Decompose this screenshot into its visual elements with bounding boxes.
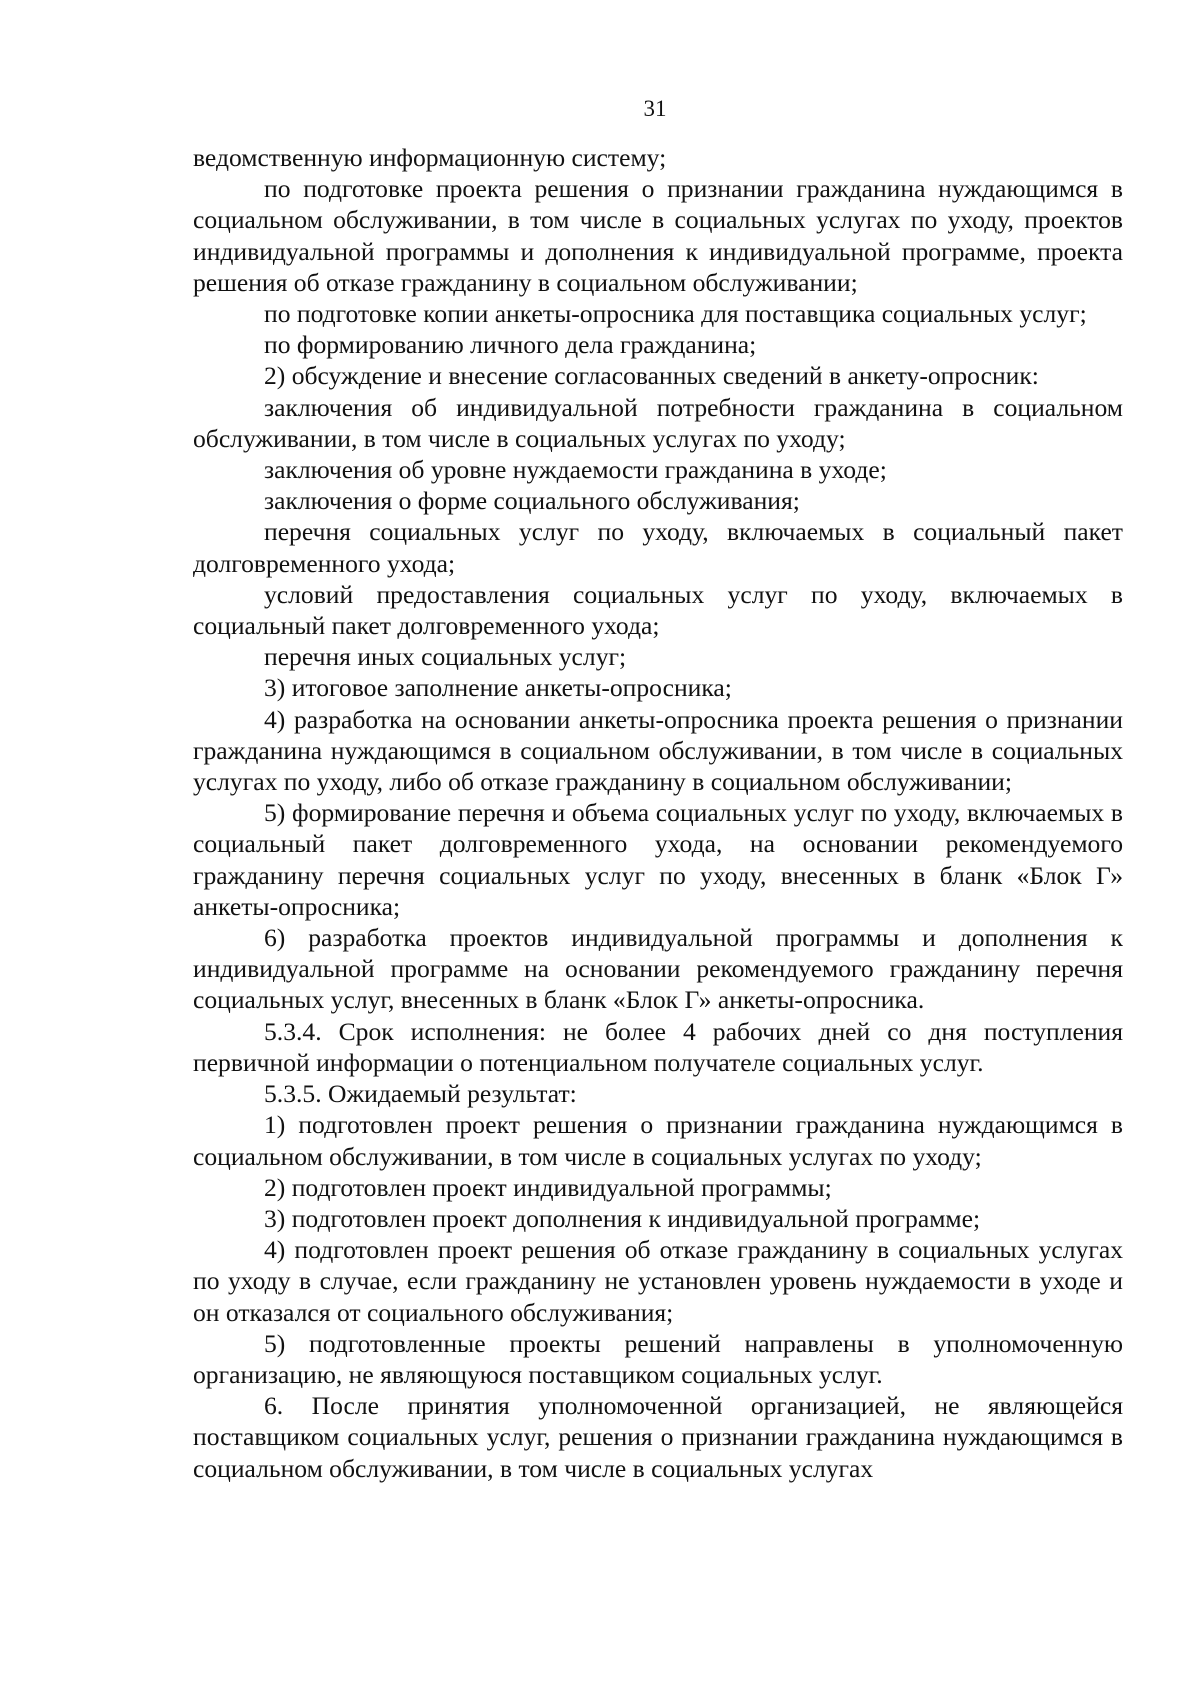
paragraph: 4) разработка на основании анкеты-опросника проекта решения о признании гражданина нуждающимся в социальном обслуживании, в том числе в социальных услугах по уходу, либо об отказе гражданину в социальном обслуживании;: [193, 704, 1123, 797]
paragraph: заключения о форме социального обслуживания;: [264, 486, 800, 516]
paragraph: ведомственную информационную систему;: [193, 143, 667, 172]
paragraph: 2) подготовлен проект индивидуальной программы;: [264, 1172, 832, 1202]
paragraph: 3) итоговое заполнение анкеты-опросника;: [264, 673, 732, 703]
paragraph: 1) подготовлен проект решения о признании гражданина нуждающимся в социальном обслуживании, в том числе в социальных услугах по уходу;: [193, 1110, 1123, 1171]
paragraph: 5.3.4. Срок исполнения: не более 4 рабочих дней со дня поступления первичной информации о потенциальном получателе социальных услуг.: [193, 1016, 1123, 1077]
paragraph: по подготовке копии анкеты-опросника для поставщика социальных услуг;: [264, 299, 1087, 329]
paragraph: 4) подготовлен проект решения об отказе гражданину в социальных услугах по уходу в случае, если гражданину не установлен уровень нуждаемости в уходе и он отказался от социального обслуживания;: [193, 1235, 1123, 1327]
paragraph: 6. После принятия уполномоченной организацией, не являющейся поставщиком социальных услуг, решения о признании гражданина нуждающимся в социальном обслуживании, в том числе в социальных услугах: [193, 1391, 1123, 1483]
paragraph: условий предоставления социальных услуг по уходу, включаемых в социальный пакет долговременного ухода;: [193, 579, 1123, 641]
paragraph: по подготовке проекта решения о признании гражданина нуждающимся в социальном обслуживании, в том числе в социальных услугах по уходу, проектов индивидуальной программы и дополнения к индивидуальной программе, проекта решения об отказе гражданину в социальном обслуживании;: [193, 174, 1123, 297]
paragraph: 5) формирование перечня и объема социальных услуг по уходу, включаемых в социальный пакет долговременного ухода, на основании рекомендуемого гражданину перечня социальных услуг по уходу, внесенных в бланк «Блок Г» анкеты-опросника;: [193, 798, 1123, 921]
paragraph: 5) подготовленные проекты решений направлены в уполномоченную организацию, не являющуюся поставщиком социальных услуг.: [193, 1328, 1123, 1389]
paragraph: заключения об индивидуальной потребности гражданина в социальном обслуживании, в том числе в социальных услугах по уходу;: [193, 392, 1123, 453]
paragraph: по формированию личного дела гражданина;: [264, 330, 757, 360]
paragraph: 2) обсуждение и внесение согласованных сведений в анкету-опросник:: [264, 361, 1039, 391]
paragraph: перечня социальных услуг по уходу, включаемых в социальный пакет долговременного ухода;: [193, 517, 1123, 578]
paragraph: 3) подготовлен проект дополнения к индивидуальной программе;: [264, 1203, 981, 1233]
paragraph: 5.3.5. Ожидаемый результат:: [264, 1079, 577, 1109]
document-body: [193, 142, 1123, 1484]
paragraph: заключения об уровне нуждаемости гражданина в уходе;: [264, 455, 887, 485]
paragraph: 6) разработка проектов индивидуальной программы и дополнения к индивидуальной программе на основании рекомендуемого гражданину перечня социальных услуг, внесенных в бланк «Блок Г» анкеты-опросника.: [193, 923, 1123, 1015]
paragraph: перечня иных социальных услуг;: [264, 642, 627, 672]
page-number: 31: [643, 96, 667, 121]
